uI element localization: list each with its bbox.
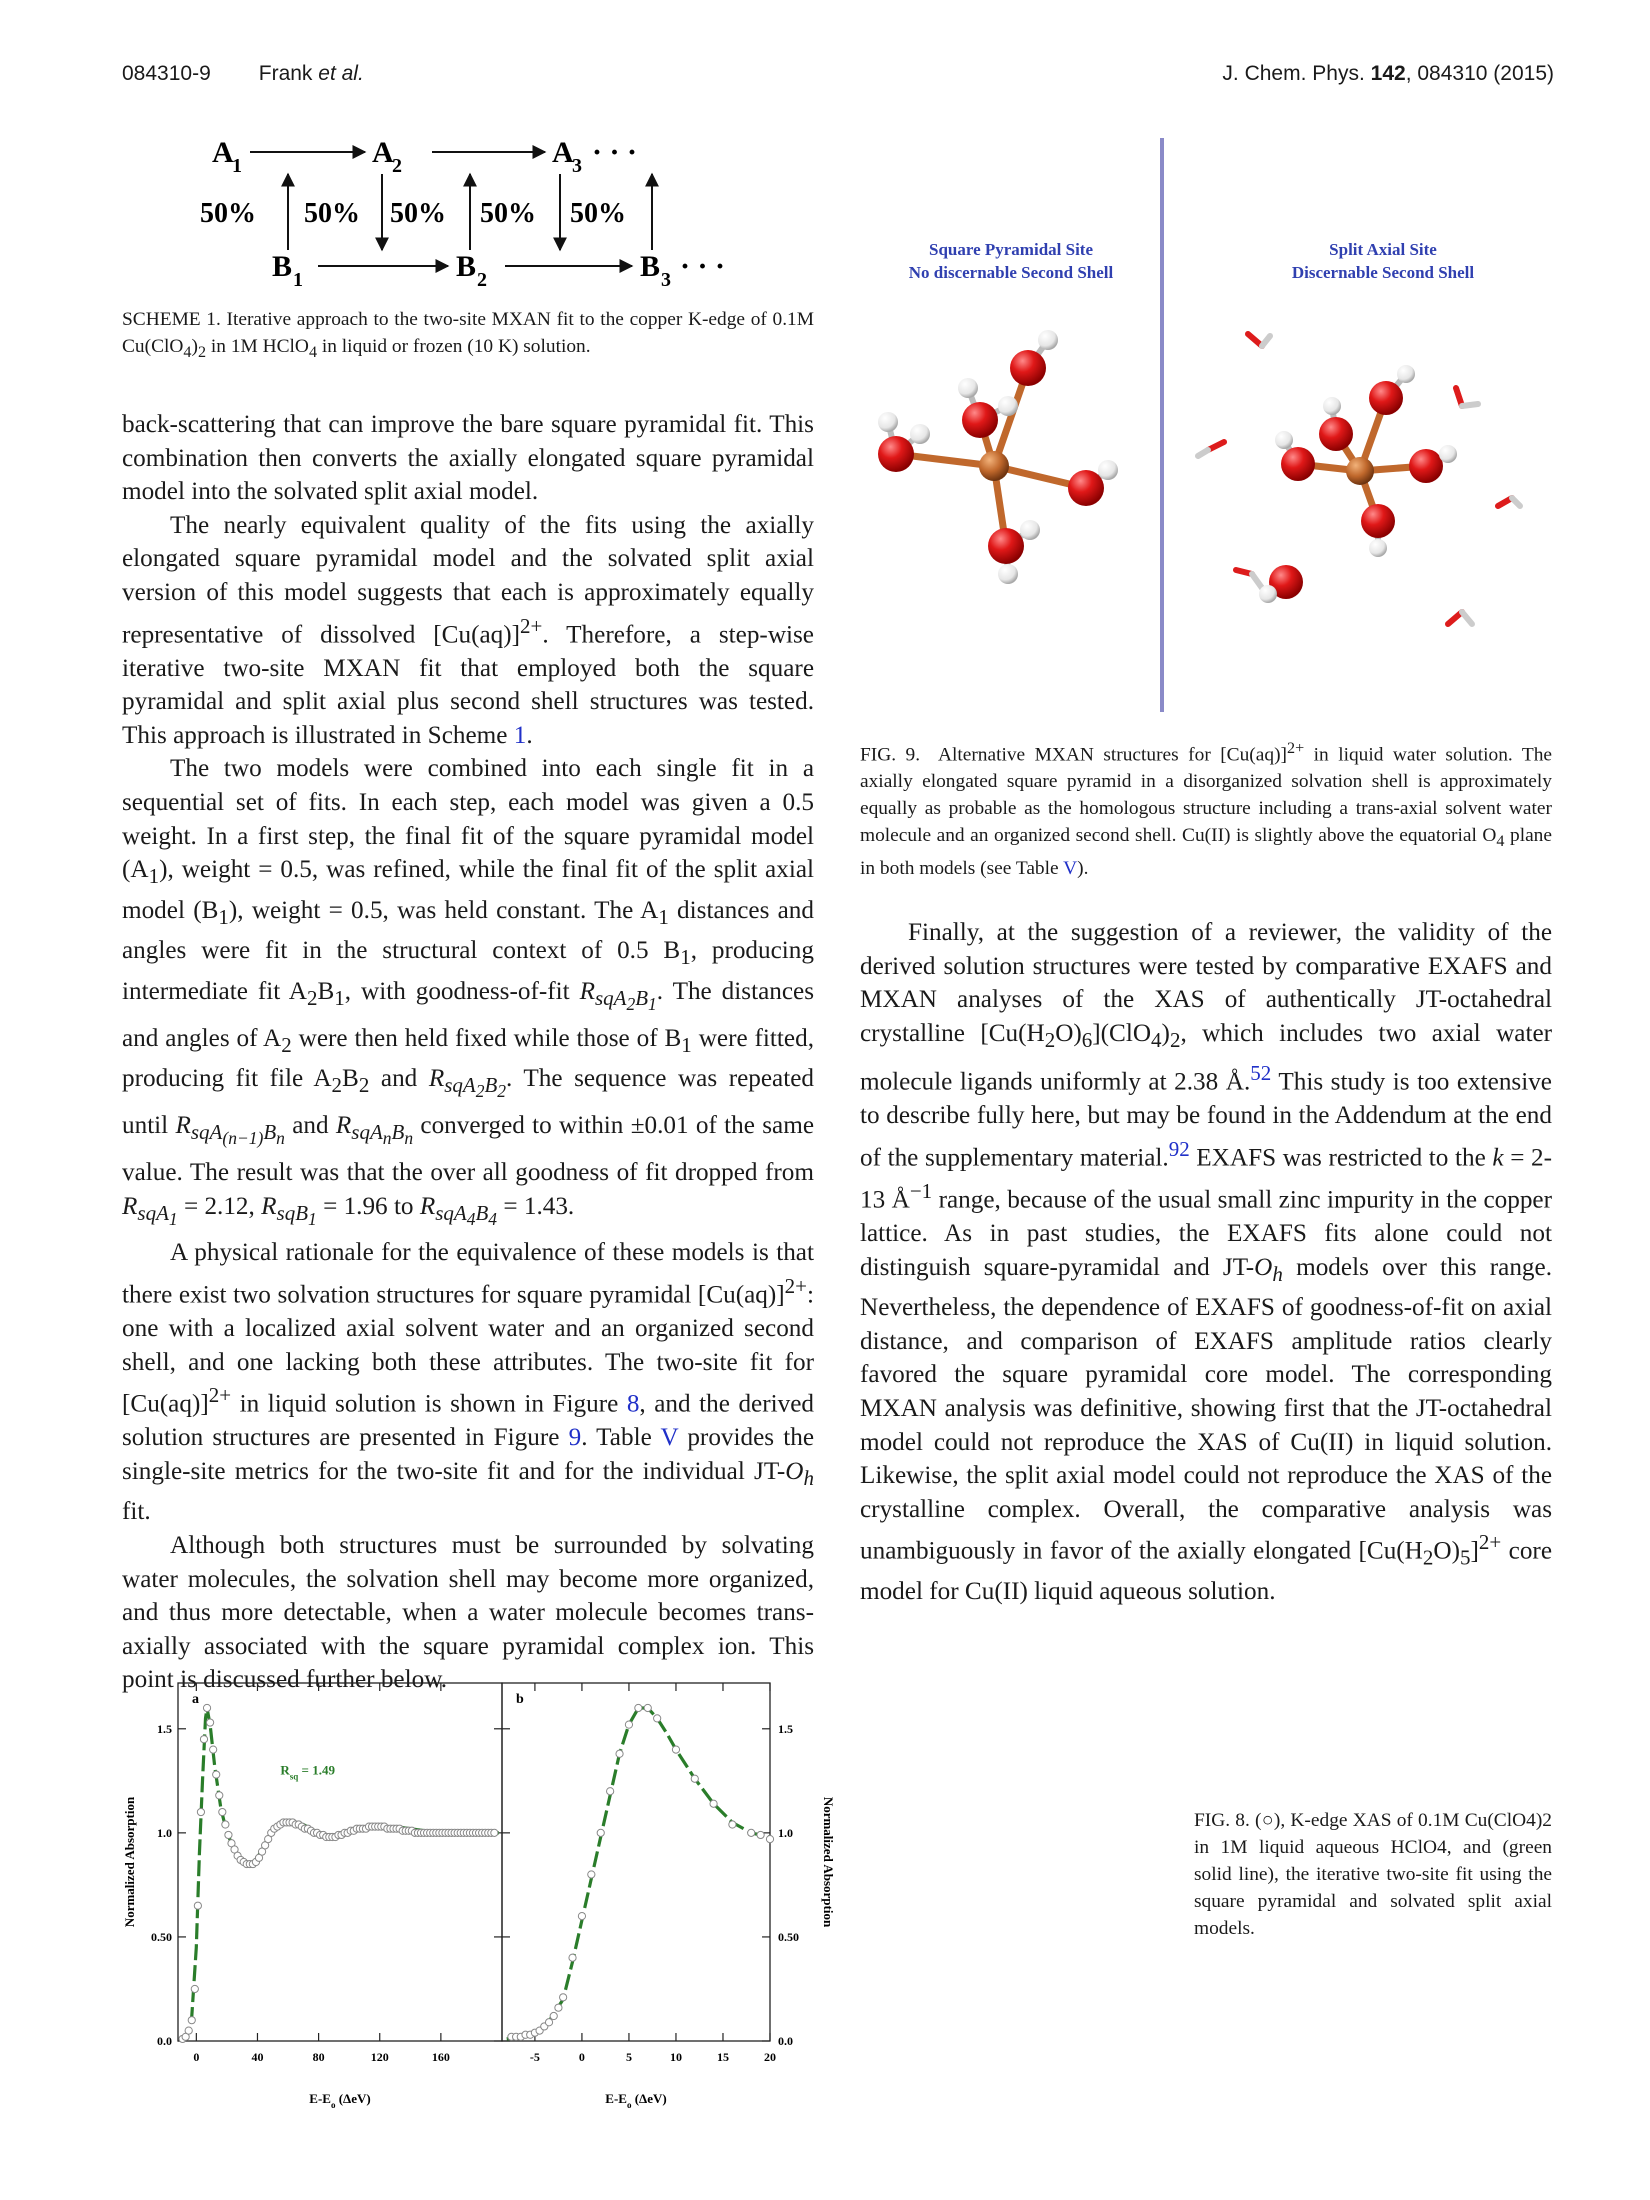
data-point	[206, 1719, 213, 1726]
table-v-link[interactable]: V	[660, 1424, 679, 1452]
y-tick-label: 1.0	[778, 1825, 793, 1840]
panel-divider	[1160, 138, 1164, 712]
chart-frame-a	[178, 1683, 502, 2041]
node-a3	[552, 136, 582, 177]
data-point	[748, 1829, 755, 1836]
left-column-text	[122, 408, 814, 1697]
scheme-1-link[interactable]: 1	[513, 721, 527, 749]
svg-text:1: 1	[293, 269, 303, 291]
paragraph-physical-rationale: A physical rationale for the equivalence of these models is that there exist two solvation structures for square pyramidal $[Cu(aq)]^{2+}$: one with a localized axial solvent water and an organized second shell, and one lacking both these attributes. The two-site fit for $[Cu(aq)]^{2+}$ in liquid solution is shown in Figure 8, and the derived solution structures are presented in Figure 9. Table V provides the single-site metrics for the two-site fit and for the individual $JT-O_h$ fit.	[122, 1239, 814, 1526]
x-tick-label: 160	[431, 2050, 450, 2064]
x-tick-label: 10	[669, 2050, 682, 2064]
y-tick-label: 0.50	[151, 1929, 172, 1944]
svg-text:B: B	[640, 250, 661, 283]
data-point	[672, 1746, 679, 1753]
x-tick-label: -5	[529, 2050, 540, 2064]
scheme-1-diagram	[200, 128, 726, 291]
square-pyramidal-site-label: Square Pyramidal Site No discernable Second Shell	[908, 240, 1114, 282]
data-point	[555, 2004, 562, 2011]
paragraph-iterative-fit: The nearly equivalent quality of the fits using the axially elongated square pyramidal model and the solvated split axial version of this model suggests that each is approximately equally representative of dissolved $[Cu(aq)]^{2+}$. Therefore, a step-wise iterative two-site MXAN fit that employed both the square pyramidal and split axial plus second shell structures was tested. This approach is illustrated in Scheme 1.	[122, 511, 814, 749]
figure-9-table-v-link[interactable]: V	[1063, 858, 1078, 880]
data-point	[219, 1808, 226, 1815]
svg-text:3: 3	[572, 155, 582, 177]
x-tick-label: 0	[193, 2050, 200, 2064]
data-point	[200, 1736, 207, 1743]
split-axial-molecule	[1198, 334, 1520, 624]
y-axis-label-b: Normalized Absorption	[821, 1796, 836, 1928]
data-point	[607, 1788, 614, 1795]
data-point	[191, 1985, 198, 1992]
data-point	[545, 2019, 552, 2026]
svg-text:2: 2	[392, 155, 402, 177]
figure-9-caption: FIG. 9. Alternative MXAN structures for $[Cu(aq)]^{2+}$ in liquid water solution. The axially elongated square pyramid in a disorganized solvation shell is approximately equally as probable as the homologous structure including a trans-axial solvent water molecule and an organized second shell. Cu(II) is slightly above the equatorial $O_4$ plane in both models (see Table V).	[860, 740, 1553, 880]
y-axis-label-a: Normalized Absorption	[122, 1796, 137, 1928]
square-pyramidal-molecule	[878, 330, 1118, 584]
data-point	[203, 1704, 210, 1711]
running-header-right	[1222, 62, 1554, 86]
y-tick-label: 1.5	[778, 1721, 793, 1736]
x-tick-label: 15	[716, 2050, 729, 2064]
data-point	[210, 1746, 217, 1753]
figure-9-link[interactable]: 9	[568, 1424, 582, 1452]
x-axis-label-b: $E-E_o$ (ΔeV)	[605, 2091, 667, 2110]
data-point	[185, 2027, 192, 2034]
svg-text:A: A	[372, 136, 394, 169]
figure-8-caption: FIG. 8. (○), K-edge XAS of 0.1M Cu(ClO4)2 in 1M liquid aqueous HClO4, and (green solid line), the iterative two-site fit using the square pyramidal and solvated split axial models.	[1194, 1810, 1552, 1939]
fit-line-a	[181, 1708, 499, 2041]
figure-9-structures	[858, 136, 1558, 714]
data-point	[597, 1829, 604, 1836]
data-point	[578, 1913, 585, 1920]
data-point	[710, 1800, 717, 1807]
page-number: 084310-9	[122, 62, 211, 85]
paragraph-continued: back-scattering that can improve the bare square pyramidal fit. This combination then converts the axially elongated square pyramidal model into the solvated split axial model.	[122, 411, 814, 506]
weight-label-5: 50%	[570, 198, 626, 229]
data-point	[625, 1721, 632, 1728]
figure-9-caption-label: FIG. 9.	[860, 744, 921, 766]
data-point	[569, 1954, 576, 1961]
y-tick-label: 0.50	[778, 1929, 799, 1944]
data-point	[560, 1994, 567, 2001]
node-b2	[456, 250, 487, 291]
fit-line-b	[507, 1708, 770, 2039]
data-point	[222, 1821, 229, 1828]
header-et-al: et al.	[318, 62, 364, 85]
scheme-caption-label: SCHEME 1.	[122, 309, 221, 330]
x-tick-label: 0	[578, 2050, 585, 2064]
trans-axial-water-hydrogen	[1259, 585, 1277, 603]
copper-atom	[979, 451, 1009, 481]
weight-label-3: 50%	[390, 198, 446, 229]
y-tick-label: 0.0	[157, 2034, 172, 2048]
data-point	[644, 1704, 651, 1711]
figure-8-caption-label: FIG. 8.	[1194, 1810, 1250, 1831]
data-point	[197, 1808, 204, 1815]
figure-8-plot-area	[122, 1683, 836, 2110]
data-point	[616, 1750, 623, 1757]
svg-text:1: 1	[232, 155, 242, 177]
data-point	[635, 1704, 642, 1711]
weight-label-1: 50%	[200, 198, 256, 229]
figure-8-xas-charts	[112, 1655, 992, 2135]
right-column-text	[860, 916, 1552, 1609]
x-tick-label: 80	[312, 2050, 325, 2064]
svg-text:2: 2	[477, 269, 487, 291]
panel-label-a: a	[192, 1692, 199, 1707]
paragraph-solvation-shell: Although both structures must be surrounded by solvating water molecules, the solvation shell may become more organized, and thus more detectable, when a water molecule becomes trans-axially associated with the square pyramidal complex ion. This point is discussed further below.	[122, 1532, 814, 1694]
weight-label-2: 50%	[304, 198, 360, 229]
data-point	[691, 1775, 698, 1782]
chart-panel-a	[122, 1683, 502, 2110]
data-point	[729, 1821, 736, 1828]
chart-panel-b	[502, 1683, 836, 2110]
svg-text:A: A	[552, 136, 574, 169]
weight-label-4: 50%	[480, 198, 536, 229]
data-point	[766, 1836, 773, 1843]
paragraph-combined-models: The two models were combined into each single fit in a sequential set of fits. In each step, each model was given a 0.5 weight. In a first step, the final fit of the square pyramidal model $(A_1)$, weight = 0.5, was refined, while the final fit of the split axial model $(B_1)$, weight = 0.5, was held constant. The $A_1$ distances and angles were fit in the structural context of 0.5 $B_1$, producing intermediate fit $A_2B_1$, with goodness-of-fit $R_{sqA_2B_1}$. The distances and angles of $A_2$ were then held fixed while those of $B_1$ were fitted, producing fit file $A_2B_2$ and $R_{sqA_2B_2}$. The sequence was repeated until $R_{sqA_{(n-1)}B_n}$ and $R_{sqA_nB_n}$ converged to within ±0.01 of the same value. The result was that the over all goodness of fit dropped from $R_{sqA_1} = 2.12$, $R_{sqB_1} = 1.96$ to $R_{sqA_4B_4} = 1.43$.	[122, 755, 815, 1229]
y-tick-label: 1.5	[157, 1721, 172, 1736]
data-point	[550, 2012, 557, 2019]
svg-text:3: 3	[661, 269, 671, 291]
data-point	[213, 1771, 220, 1778]
split-axial-site-label: Split Axial Site Discernable Second Shell	[1291, 240, 1475, 282]
data-point	[588, 1871, 595, 1878]
figure-8-link[interactable]: 8	[626, 1390, 640, 1418]
svg-text:B: B	[456, 250, 477, 283]
chart-frame-b	[502, 1683, 770, 2041]
svg-text:B: B	[272, 250, 293, 283]
data-point	[757, 1831, 764, 1838]
running-header-left	[122, 62, 364, 86]
reference-52-link[interactable]: 52	[1250, 1061, 1272, 1086]
journal-citation: , 084310 (2015)	[1405, 62, 1554, 85]
data-point	[216, 1792, 223, 1799]
node-a2	[372, 136, 402, 177]
paragraph-reviewer-validation: Finally, at the suggestion of a reviewer, the validity of the derived solution structures were tested by comparative EXAFS and MXAN analyses of the XAS of authentically JT-octahedral crystalline $[Cu(H_2O)_6](ClO_4)_2$, which includes two axial water molecule ligands uniformly at 2.38 Å.$^{52}$ This study is too extensive to describe fully here, but may be found in the Addendum at the end of the supplementary material.$^{92}$ EXAFS was restricted to the k = 2-13 $Å^{-1}$ range, because of the usual small zinc impurity in the copper lattice. As in past studies, the EXAFS fits alone could not distinguish square-pyramidal and $JT-O_h$ models over this range. Nevertheless, the dependence of EXAFS of goodness-of-fit on axial distance, and comparison of EXAFS amplitude ratios clearly favored the square pyramidal core model. The corresponding MXAN analysis was definitive, showing first that the JT-octahedral model could not reproduce the XAS of Cu(II) in liquid solution. Likewise, the split axial model could not reproduce the XAS of the crystalline complex. Overall, the comparative analysis was unambiguously in favor of the axially elongated $[Cu(H_2O)_5]^{2+}$ core model for Cu(II) liquid aqueous solution.	[860, 919, 1553, 1606]
x-axis-label-a: $E-E_o$ (ΔeV)	[309, 2091, 371, 2110]
ellipsis-bottom: · · ·	[680, 250, 726, 283]
copper-atom-split	[1346, 457, 1374, 485]
x-tick-label: 40	[251, 2050, 264, 2064]
header-authors: Frank	[258, 62, 313, 85]
panel-label-b: b	[516, 1692, 524, 1707]
data-point	[225, 1831, 232, 1838]
scheme-1-caption: SCHEME 1. Iterative approach to the two-site MXAN fit to the copper K-edge of 0.1M $Cu(ClO_4)_2$ in 1M HClO$_4$ in liquid or frozen (10 K) solution.	[122, 309, 814, 361]
x-tick-label: 120	[370, 2050, 389, 2064]
x-tick-label: 20	[764, 2050, 776, 2064]
node-a1	[212, 136, 242, 177]
svg-text:A: A	[212, 136, 234, 169]
reference-92-link[interactable]: 92	[1168, 1136, 1190, 1161]
node-b3	[640, 250, 671, 291]
journal-name: J. Chem. Phys.	[1222, 62, 1365, 85]
y-tick-label: 0.0	[778, 2034, 793, 2048]
x-tick-label: 5	[625, 2050, 632, 2064]
y-tick-label: 1.0	[157, 1825, 172, 1840]
node-b1	[272, 250, 303, 291]
ellipsis-top: · · ·	[592, 136, 638, 169]
data-point	[491, 1829, 498, 1836]
data-point	[654, 1715, 661, 1722]
rsq-annotation: $R_{sq} = 1.49$	[280, 1762, 335, 1782]
data-point	[188, 2017, 195, 2024]
journal-volume: 142	[1370, 62, 1406, 85]
data-point	[194, 1902, 201, 1909]
